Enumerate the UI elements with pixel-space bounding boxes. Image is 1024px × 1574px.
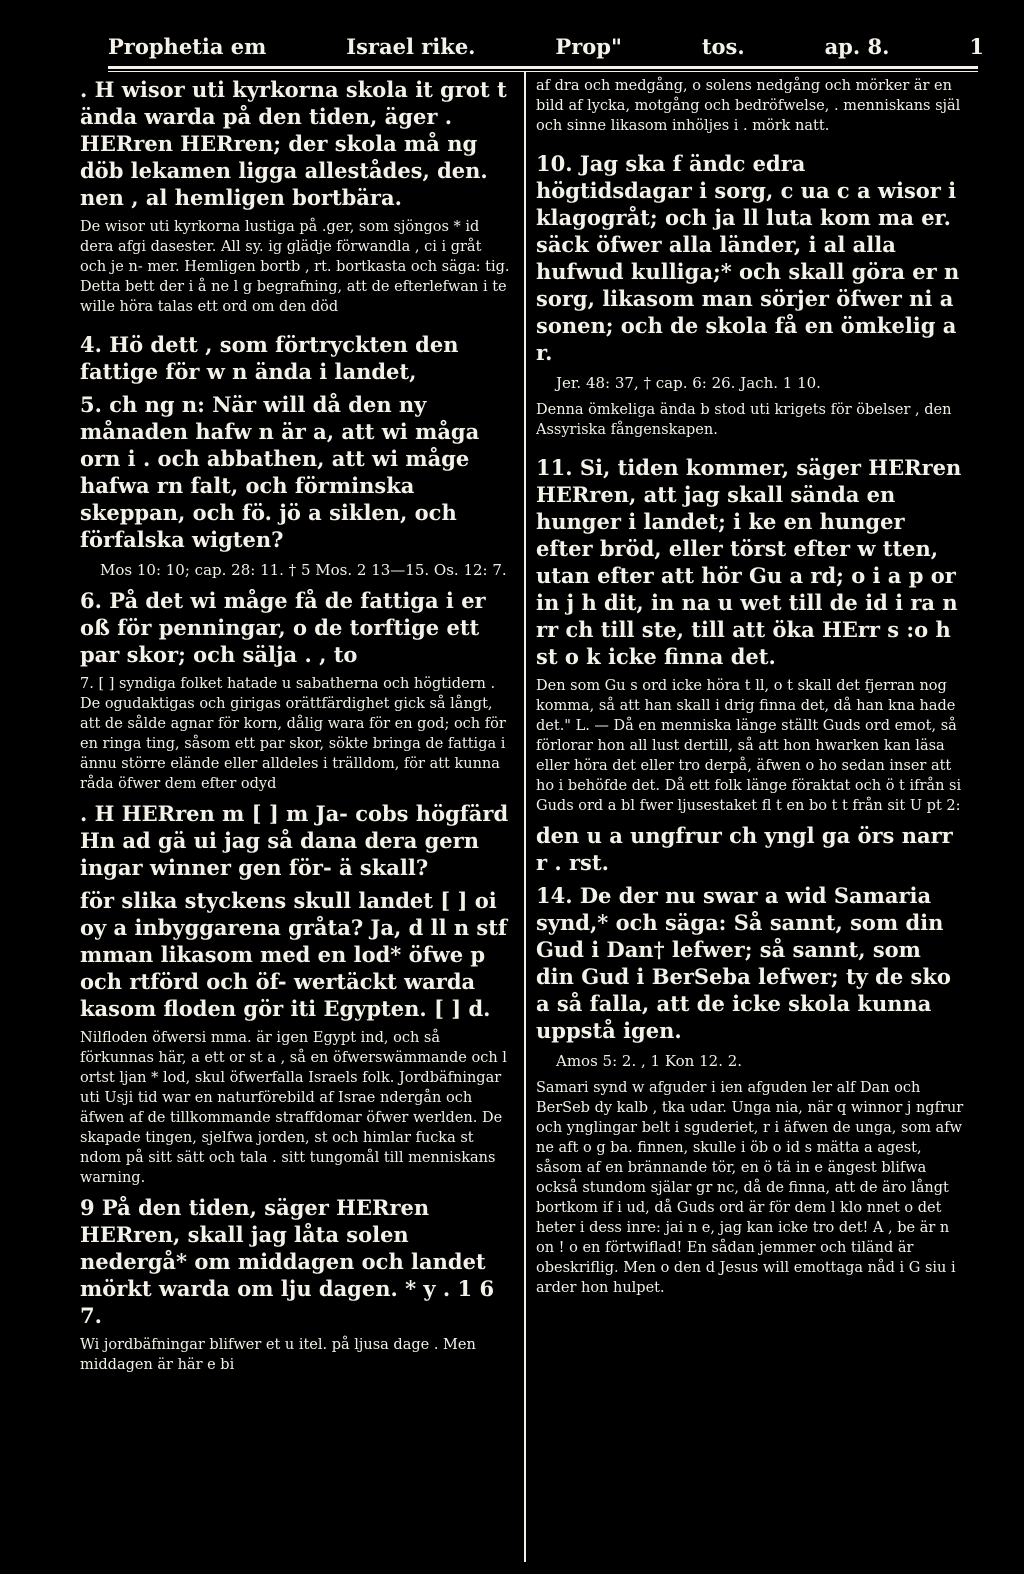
verse-11: 11. Si, tiden kommer, säger HERren HERren, att jag skall sända en hunger i landet; i ke en hunger efter bröd, eller törst efter w tten, utan efter att hör Gu a rd; o i a p or in j h dit, in na u wet till de id i ra n rr ch till ste, till att öka HErr s :o h st o k icke finna det. <box>536 455 962 669</box>
note-9: Wi jordbäfningar blifwer et u itel. på ljusa dage . Men middagen är här e bi <box>80 1337 476 1373</box>
reference-14: Amos 5: 2. , 1 Kon 12. 2. <box>556 1052 743 1070</box>
verse-5: 5. ch ng n: När will då den ny månaden hafw n är a, att wi måga orn i . och abbathen, att wi måge hafwa rn falt, och förminska skeppan, och fö. jö a siklen, och förfalska wigten? <box>80 392 480 552</box>
column-divider <box>524 72 526 1562</box>
verse-12-13: den u a ungfrur ch yngl ga örs narr r . rst. <box>536 823 953 875</box>
note-3: De wisor uti kyrkorna lustiga på .ger, som sjöngos * id dera afgi dasester. All sy. ig glädje förwandla , ci i gråt och je n- mer. Hemligen bortb , rt. bortkasta och säga: tig. Detta bett der i å ne l g begrafning, att de efterlefwan i te wille höra talas ett ord om den död <box>80 219 510 315</box>
header-right2: tos. <box>701 34 745 59</box>
running-header <box>108 34 984 64</box>
header-rule-thick <box>108 66 978 69</box>
verse-4: 4. Hö dett , som förtryckten den fattige för w n ända i landet, <box>80 332 459 384</box>
note-6: 7. [ ] syndiga folket hatade u sabatherna och högtidern . De ogudaktigas och girigas orättfärdighet gick så långt, att de sålde agnar för korn, dålig wara för en god; och för en ringa ting, såsom ett par skor, sökte bringa de fattiga i ännu större elände eller alldeles i trälldom, för att kunna råda öfwer dem efter odyd <box>80 676 506 792</box>
verse-9: 9 På den tiden, säger HERren HERren, skall jag låta solen nedergå* om middagen och landet mörkt warda om lju dagen. * y . 1 6 7. <box>80 1195 495 1328</box>
left-column <box>80 76 512 1566</box>
header-mid: Israel rike. <box>346 34 476 59</box>
verse-14: 14. De der nu swar a wid Samaria synd,* och säga: Så sannt, som din Gud i Dan† lefwer; så sannt, som din Gud i BerSeba lefwer; ty de sko a så falla, att de icke skola kunna uppstå igen. <box>536 883 951 1043</box>
header-chapter: ap. 8. <box>824 34 890 59</box>
header-left: Prophetia em <box>108 34 267 59</box>
note-8: Nilfloden öfwersi mma. är igen Egypt ind, och så förkunnas här, a ett or st a , så en öfwerswämmande och l ortst ljan * lod, skul öfwerfalla Israels folk. Jordbäfningar uti Usji tid war en naturförebild af Israe ndergån och äfwen af de tillkommande straffdomar öfwer werlden. De skapade tingen, sjelfwa jorden, st och himlar fucka st ndom på sitt sätt och tala . sitt tungomål till menniskans warning. <box>80 1030 507 1186</box>
note-9-cont: af dra och medgång, o solens nedgång och mörker är en bild af lycka, motgång och bedröfwelse, . menniskans själ och sinne likasom inhöljes i . mörk natt. <box>536 78 961 134</box>
reference-10: Jer. 48: 37, † cap. 6: 26. Jach. 1 10. <box>556 374 821 392</box>
verse-8: för slika styckens skull landet [ ] oi oy a inbyggarena gråta? Ja, d ll n stf mman likasom med en lod* öfwe p och rtförd och öf- wertäckt warda kasom floden gör iti Egypten. [ ] d. <box>80 888 507 1021</box>
note-11: Den som Gu s ord icke höra t ll, o t skall det fjerran nog komma, så att han skall i drig finna det, då han kna hade det." L. — Då en menniska länge ställt Guds ord emot, så förlorar hon all lust dertill, så att hon hwarken kan läsa eller höra det eller tro derpå, äfwen o ho sedan inser att ho i behöfde det. Då ett folk länge föraktat och ö t ifrån si Guds ord a bl fwer ljusestaket fl t en bo t t från sit U pt 2: <box>536 678 962 814</box>
header-right: Prop" <box>555 34 622 59</box>
verse-3: . H wisor uti kyrkorna skola it grot t ända warda på den tiden, äger . HERren HERren; der skola må ng döb lekamen ligga allestådes, den. nen , al hemligen bortbära. <box>80 77 507 210</box>
verse-6: 6. På det wi måge få de fattiga i er oß för penningar, o de torftige ett par skor; och sälja . , to <box>80 588 486 667</box>
note-14: Samari synd w afguder i ien afguden ler alf Dan och BerSeb dy kalb , tka udar. Unga nia, när q winnor j ngfrur och ynglingar belt i sguderiet, r i äfwen de unga, som afw ne aft o g ba. finnen, skulle i öb o id s mätta a agest, såsom af en brännande tör, en ö tä in e ängest blifwa också stundom själar gr nc, då de finna, att de äro långt bortkom if i ud, då Guds ord är för dem l klo nnet o det heter i dess inre: jai n e, jag kan icke tro det! A , be är n on ! o en förtwiflad! En sådan jemmer och tiländ är obeskriflig. Men o den d Jesus will emottaga nåd i G siu i arder hon hulpet. <box>536 1080 964 1296</box>
verse-10: 10. Jag ska f ändc edra högtidsdagar i sorg, c ua c a wisor i klagogråt; och ja ll luta kom ma er. säck öfwer alla länder, i al alla hufwud kulliga;* och skall göra er n sorg, likasom man sörjer öfwer ni a sonen; och de skola få en ömkelig a r. <box>536 151 960 365</box>
verse-7: . H HERren m [ ] m Ja- cobs högfärd Hn ad gä ui jag så dana dera gern ingar winner gen för- ä skall? <box>80 801 509 880</box>
header-rule-thin <box>108 71 978 72</box>
page-number: 1 <box>969 34 984 59</box>
note-10: Denna ömkeliga ända b stod uti krigets för öbelser , den Assyriska fångenskapen. <box>536 402 952 438</box>
reference-5: Mos 10: 10; cap. 28: 11. † 5 Mos. 2 13—15. Os. 12: 7. <box>100 561 507 579</box>
right-column <box>536 76 966 1566</box>
